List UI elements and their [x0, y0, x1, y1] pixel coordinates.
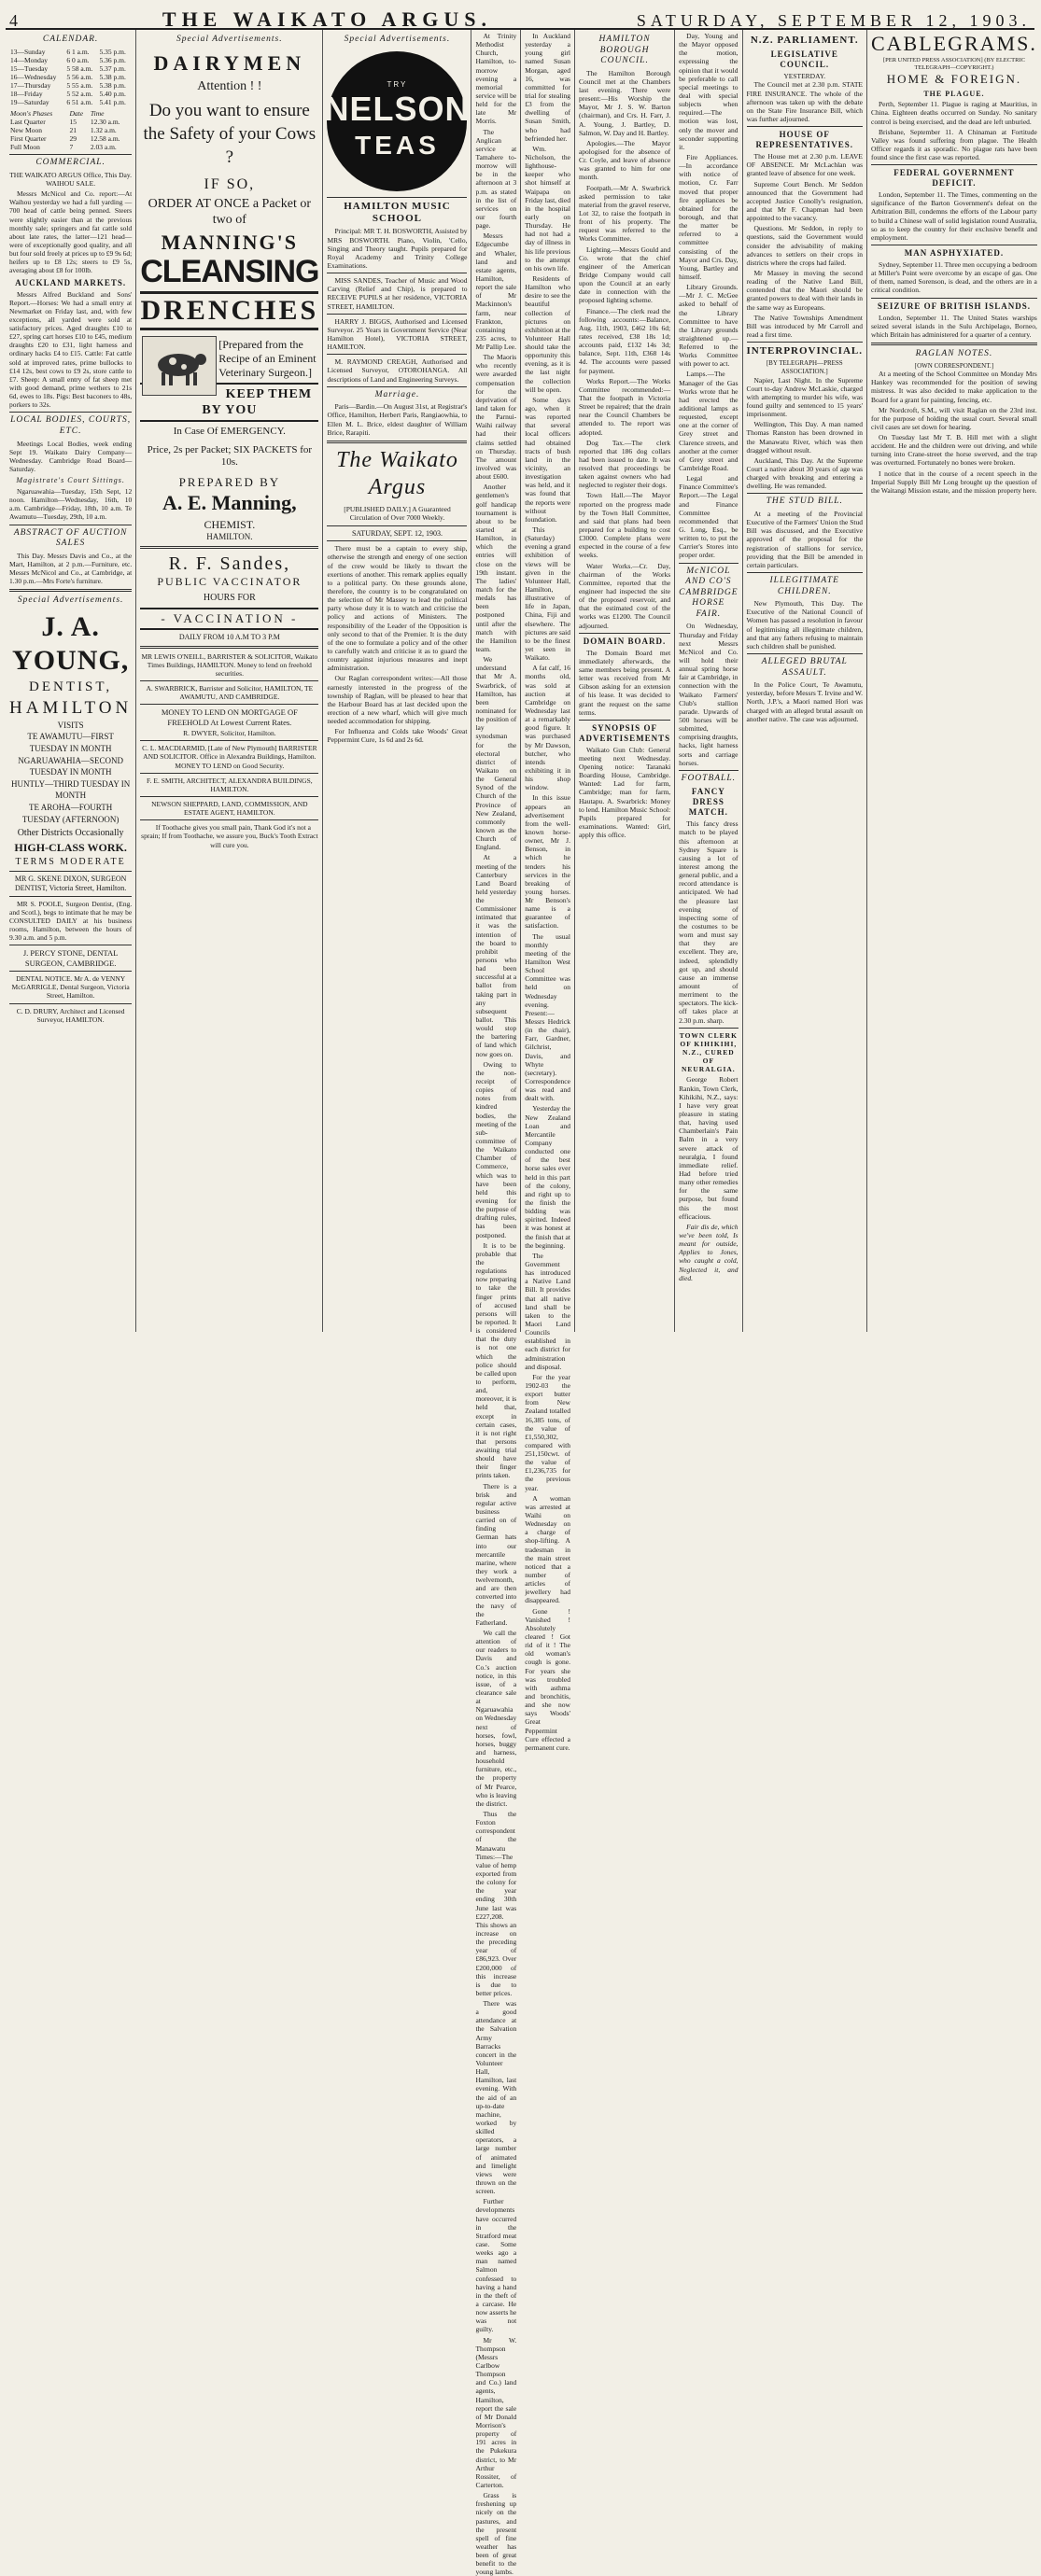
special-ads-heading: Special Advertisements.	[17, 595, 124, 606]
local-heading: LOCAL BODIES, COURTS, ETC.	[10, 415, 132, 437]
home-foreign-heading: HOME & FOREIGN.	[886, 71, 1022, 86]
prepared-from: [Prepared from the Recipe of an Eminent Veterinary Surgeon.]	[218, 338, 317, 379]
news-item: Mr W. Thompson (Messrs Carlbow Thompson and Co.) land agents, Hamilton, report the sale of Mr Donald Morrison's property of 191 acres in the Pukekura district, to Mr Arthur Rossiter, of Carterton.	[475, 2335, 517, 2489]
moon-cell: 21	[69, 125, 77, 134]
calendar-heading: CALENDAR.	[42, 35, 99, 44]
marriage-heading: Marriage.	[374, 389, 420, 399]
newspaper-title: THE WAIKATO ARGUS.	[162, 7, 493, 31]
masthead	[6, 6, 1034, 30]
council-heading: LEGISLATIVE COUNCIL.	[770, 49, 838, 70]
young-schedule-item: TE AWAMUTU—FIRST TUESDAY IN MONTH	[27, 732, 114, 754]
sandes-music-ad: MISS SANDES, Teacher of Music and Wood Carving (Relief and Chip), is prepared to RECEIVE PUPILS at her residence, VICTORIA STREET, HAMILTON.	[327, 276, 468, 311]
moon-header-cell: Moon's Phases	[10, 108, 53, 118]
moon-cell: Last Quarter	[10, 117, 46, 126]
news-item: There is a brisk and regular active business carried on of finding German hats into our mercantile marine, where they work a twelvemonth, and are then converted into the navy of the Fatherland.	[475, 1481, 517, 1627]
prepared-by: PREPARED BY	[178, 474, 281, 489]
news-item: Dog Tax.—The clerk reported that 186 dog collars had been issued to date. It was resolved that proceedings be taken against owners who had neglected to register their dogs.	[578, 438, 671, 490]
stud-bill-text: At a meeting of the Provincial Executive of the Farmers' Union the Stud Bill was discussed, and the Executive approved of the proposal for the registration of stallions for service, providing that the Bill be amended in certain particulars.	[746, 509, 863, 569]
local-text: Meetings Local Bodies, week ending Sept 19. Waikato Dairy Company—Wednesday. Cambridge Road Board—Saturday.	[9, 439, 133, 474]
special-ads-heading-3: Special Advertisements.	[344, 35, 451, 44]
news-item: The Anglican service at Tamahere to-morrow will be in the afternoon at 3 p.m. as stated in the list of services on our fourth page.	[475, 127, 517, 231]
news-item: The Native Townships Amendment Bill was introduced by Mr Carroll and read a first time.	[746, 313, 863, 339]
column-4	[471, 30, 521, 2576]
calendar-row	[9, 73, 132, 81]
news-item: Supreme Court Bench. Mr Seddon announced that the Government had accepted Justice Conolly's resignation, and that Mr F. Chapman had been appointed to the vacancy.	[746, 179, 863, 223]
macdiarmid-ad: C. L. MACDIARMID, [Late of New Plymouth] BARRISTER AND SOLICITOR. Office in Alexandra Buildings, Hamilton. MONEY TO LEND on Good Security.	[142, 744, 317, 770]
news-item: The usual monthly meeting of the Hamilton West School Committee was held on Wednesday evening. Present:—Messrs Hedrick (in the chair), Farr, Gardner, Gilchrist, Davis, and Whyte (secretary). Correspondence was read and dealt with.	[525, 931, 570, 1103]
calendar-cell: 5.36 p.m.	[99, 55, 126, 64]
borough-council-heading: HAMILTON BOROUGH COUNCIL.	[598, 35, 651, 66]
stone-ad: J. PERCY STONE, DENTAL SURGEON, CAMBRIDGE.	[22, 948, 119, 968]
commercial-text: Messrs McNicol and Co. report:—At Waihou yesterday we had a full yarding —700 head of cattle being penned. Steers were slightly easier than at the previous monthly sale; springers and fat cattle sold about late rates, the latter—121 head—were of exceptionally good quality, and all but four sold freely at prices up to £9 9s 6d; heifers up to £8 12s; steers to £9 5s, averaging about £8 for 100lb.	[9, 189, 133, 275]
argus-title: The Waikato Argus	[336, 447, 458, 500]
news-item: The Maoris who recently were awarded compensation for the deprivation of land taken for the Parnui-Waihi railway had their claims settled on Thursday. The amount involved was about £600.	[475, 353, 517, 482]
moon-table	[9, 109, 132, 152]
news-item: On Tuesday last Mr T. B. Hill met with a slight accident. He and the children were out driving, and while turning into Crane-street the horse swerved, and the trap was overturned. Fortunately no bones were broken.	[871, 433, 1037, 468]
if-so: IF SO,	[204, 175, 256, 192]
column-5	[521, 30, 575, 1752]
domain-board-text: The Domain Board met immediately afterwards, the same members being present. A letter was received from Mr Gibson asking for an extension of his lease. It was decided to grant the request on the same terms.	[578, 648, 671, 717]
argus-date: SATURDAY, SEPT. 12, 1903.	[351, 528, 443, 538]
horse-fair-text: On Wednesday, Thursday and Friday next Messrs McNicol and Co. will hold their annual spring horse fair at Cambridge, in connection with the Waikato Farmers' Club's stallion parade. Upwards of 500 horses will be submitted, comprising draughts, hacks, light harness sorts and carriage horses.	[679, 622, 739, 767]
news-item: Questions. Mr Seddon, in reply to questions, said the Government would consider the advisability of making advances to settlers on their crops in districts where the crops had failed.	[746, 224, 863, 267]
young-name: J. A. YOUNG,	[12, 610, 130, 677]
news-item: Messrs Edgecumbe and Whaler, land and estate agents, Hamilton, report the sale of Mr Mackinnon's farm, near Frankton, containing 235 acres, to Mr Pallip Lee.	[475, 231, 517, 352]
news-item: A woman was arrested at Waihi on Wednesday on a charge of shop-lifting. A tradesman in the main street noticed that a number of articles of jewellery had disappeared.	[525, 1493, 570, 1605]
news-item: The Government has introduced a Native Land Bill. It provides that all native land shall be taken to the Maori Land Councils established in each district for administration and disposal.	[525, 1251, 570, 1371]
moon-cell: 12.58 a.m.	[90, 133, 120, 143]
asphyxiated-heading: MAN ASPHYXIATED.	[904, 248, 1005, 259]
news-item: Grass is freshening up nicely on the pastures, and the present spell of fine weather has been of great benefit to the young lambs.	[475, 2491, 517, 2576]
news-item: We call the attention of our readers to Davis and Co.'s auction notice, in this issue, of a clearance sale at Ngaruawahia on Wednesday next of horses, fowl, horses, buggy and harness, household furniture, etc., the property of Mr Pearce, who is leaving the district.	[475, 1629, 517, 1808]
calendar-cell: 5.37 p.m.	[99, 63, 126, 73]
calendar-table	[9, 48, 132, 107]
young-schedule-item: HUNTLY—THIRD TUESDAY IN MONTH	[10, 778, 131, 801]
auckland-text: Messrs Alfred Buckland and Sons' Report.—Horses: We had a small entry at Newmarket on Friday last, and, with few exceptions, all yarded were sold at satisfactory prices. Aged draughts £10 to £27, spring cart horses £10 to £45, medium draughts £20 to £31, light harness and ordinary hacks £4 to £15. Cattle: Fat cattle sold at improved rates, prime bullocks to £14 12s, best cows to £9 2s, store cattle to £7. Sheep: A small entry of fat sheep met with good demand, prime wethers to 21s 6d, ewes to 18s. Pigs: Best baconers to 48s, porkers to 32s.	[9, 289, 133, 410]
in-case: In Case Of EMERGENCY.	[173, 426, 286, 438]
creagh-ad: M. RAYMOND CREAGH, Authorised and Licensed Surveyor, OTOROHANGA. All descriptions of Land and Engineering Surveys.	[327, 357, 468, 384]
news-item: Legal and Finance Committee's Report.—The Legal and Finance Committee recommended that G. Long, Esq., be written to, to put the Carrier's Stores into proper order.	[679, 474, 739, 560]
news-item: London, September 11. The United States warships seized several islands in the Sulu Archipelago, Borneo, which Britain has administered for a quarter of a century.	[871, 313, 1037, 339]
columns	[6, 30, 1037, 2576]
column-3	[323, 30, 471, 1332]
house-heading: HOUSE OF REPRESENTATIVES.	[755, 130, 853, 150]
calendar-cell: 13—Sunday	[10, 47, 46, 56]
calendar-row	[9, 98, 132, 106]
calendar-row	[9, 90, 132, 98]
domain-board-heading: DOMAIN BOARD.	[583, 636, 667, 646]
news-item: Thus the Foxton correspondent of the Manawatu Times:—The value of hemp exported from the colony for the year ending 30th June last was £227,208. This shows an increase on the preceding year of £86,923. Over £200,000 of this increase is due to better prices.	[475, 1809, 517, 1997]
young-other: Other Districts Occasionally	[17, 828, 124, 839]
cleansing-label: CLEANSING	[140, 254, 319, 290]
calendar-cell: 16—Wednesday	[10, 73, 57, 81]
assault-heading: ALLEGED BRUTAL ASSAULT.	[761, 656, 848, 678]
cow-question: Do you want to ensure the Safety of your Cows ?	[143, 101, 317, 167]
news-item: At a meeting of the School Committee on Monday Mrs Hankey was recommended for the position of sewing mistress. It was also decided to make application to the Board for a grant for painting, fencing, etc.	[871, 370, 1037, 404]
auckland-heading: AUCKLAND MARKETS.	[15, 277, 127, 287]
issue-date: SATURDAY, SEPTEMBER 12, 1903.	[636, 11, 1031, 30]
dwyer-ad: R. DWYER, Solicitor, Hamilton.	[183, 729, 276, 738]
special-ads-heading-2: Special Advertisements.	[176, 35, 283, 44]
tea-brand: NELSON	[324, 90, 471, 129]
vaccination-label: - VACCINATION -	[140, 608, 318, 630]
poole-ad: MR S. POOLE, Surgeon Dentist, (Eng. and Scotl.), begs to intimate that he may be CONSULTED DAILY at his business rooms, Hamilton, between the hours of 9.30 a.m. and 5 p.m.	[9, 899, 133, 943]
news-item: We understand that Mr A. Swarbrick, of Hamilton, has been nominated for the position of lay synodsman for the electoral district of Waikato on the General Synod of the Church of the Province of New Zealand, commonly known as the Church of England.	[475, 655, 517, 852]
argus-sub: [PUBLISHED DAILY.] A Guaranteed Circulation of Over 7000 Weekly.	[344, 505, 451, 523]
swarbrick-ad: A. SWARBRICK, Barrister and Solicitor, HAMILTON, TE AWAMUTU, AND CAMBRIDGE.	[146, 684, 314, 702]
news-item: I notice that in the course of a recent speech in the Imperial Supply Bill Mr Long brought up the question of the Waitangi Mission estate, and the mission property here.	[871, 469, 1037, 495]
young-schedule-item: TE AROHA—FOURTH TUESDAY (AFTERNOON)	[21, 802, 120, 824]
calendar-row	[9, 48, 132, 56]
news-item: It is to be probable that the regulations now preparing to take the finger prints of accused persons will be reported. It is considered that the duty is not one which the police should be called upon to perform, and, moreover, it is held that, except in certain cases, it is not right that persons awaiting trial should have their finger prints taken.	[475, 1240, 517, 1480]
hours-for: HOURS FOR	[203, 592, 256, 603]
raglan-sub: [OWN CORRESPONDENT.]	[914, 361, 994, 370]
raglan-heading: RAGLAN NOTES.	[915, 348, 993, 358]
news-item: Gone ! Vanished ! Absolutely cleared ! Got rid of it ! The old woman's cough is gone. For years she was troubled with asthma and bronchitis, and she now says Woods' Great Peppermint Cure effected a permanent cure.	[525, 1606, 570, 1752]
moon-row	[9, 143, 132, 151]
moon-cell: 15	[69, 117, 77, 126]
calendar-cell: 14—Monday	[10, 55, 48, 64]
moon-cell: 2.03 a.m.	[90, 143, 117, 152]
marriage-text: Paris—Bardin.—On August 31st, at Registrar's Office, Hamilton, Herbert Paris, Rangiaowhia, to Ellen M. L. Brice, eldest daughter of William Brice, Rarapiti.	[327, 402, 468, 437]
plague-heading: THE PLAGUE.	[923, 89, 985, 98]
calendar-cell: 5 52 a.m.	[66, 90, 93, 99]
calendar-row	[9, 56, 132, 64]
news-item: Mr Nordcroft, S.M., will visit Raglan on the 23rd inst. for the purpose of holding the usual court. Several small civil cases are set down for hearing.	[871, 405, 1037, 431]
attention-text: Attention ! !	[197, 79, 262, 94]
news-item: Auckland, This Day. At the Supreme Court a native about 30 years of age was charged with breaking and entering a dwelling. He was remanded.	[746, 455, 863, 491]
commercial-heading: COMMERCIAL.	[35, 158, 106, 168]
young-work: HIGH-CLASS WORK.	[14, 841, 127, 855]
cablegrams-sub: [PER UNITED PRESS ASSOCIATION] (BY ELECTRIC TELEGRAPH—COPYRIGHT.)	[882, 56, 1025, 71]
leader-text-2: Our Raglan correspondent writes:—All those earnestly interested in the progress of the township of Raglan, will be pleased to hear that the Harbour Board has at last decided upon the erection of a new wharf, which will give much needed accommodation for shipping.	[327, 674, 468, 726]
horse-fair-heading: McNICOL AND CO'S CAMBRIDGE HORSE FAIR.	[679, 566, 739, 619]
moon-row	[9, 118, 132, 126]
verse-text: Fair dis de, which we've been told, Is meant for outside, Applies to Jones, who caught a cold, Neglected it, and died.	[679, 1222, 739, 1282]
magistrate-heading: Magistrate's Court Sittings.	[16, 476, 125, 485]
town-clerk-heading: TOWN CLERK OF KIHIKIHI, N.Z., CURED OF NEURALGIA.	[679, 1030, 738, 1074]
sheppard-ad: NEWSON SHEPPARD, LAND, COMMISSION, AND ESTATE AGENT, HAMILTON.	[151, 799, 308, 818]
news-item: Sydney, September 11. Three men occupying a bedroom at Miller's Point were overcome by an escape of gas. One of them, named Sorenson, is dead, and the others are in a critical condition.	[871, 260, 1037, 295]
news-item: Lighting.—Messrs Gould and Co. wrote that the chief engineer of the American Bridge Company would call upon the Council at an early date in connection with the proposed lighting scheme.	[578, 245, 671, 305]
calendar-cell: 5.40 p.m.	[99, 90, 126, 99]
interprovincial-sub: [BY TELEGRAPH—PRESS ASSOCIATION.]	[766, 359, 843, 376]
dairymen-heading: DAIRYMEN	[153, 50, 306, 75]
moon-cell: 1.32 a.m.	[90, 125, 117, 134]
news-item: This (Saturday) evening a grand exhibition of views will be given in the Volunteer Hall, Hamilton, illustrative of life in Japan, China, Fiji and elsewhere. The pictures are said to be the finest yet seen in Waikato.	[525, 525, 570, 663]
calendar-cell: 19—Saturday	[10, 98, 49, 107]
news-item: Works Report.—The Works Committee recommended:—That the footpath in Victoria Street be repaired; that the drain near the Council Chambers be attended to. The report was adopted.	[578, 376, 671, 437]
price-text: Price, 2s per Packet; SIX PACKETS for 10s.	[147, 443, 313, 469]
young-visits: VISITS	[57, 721, 84, 731]
cow-illustration	[142, 336, 217, 396]
commercial-dateline: THE WAIKATO ARGUS Office, This Day. WAIHOU SALE.	[9, 170, 133, 188]
young-dentist-ad	[9, 610, 132, 868]
tea-try: TRY	[387, 79, 408, 89]
news-lead: In Auckland yesterday a young girl named Susan Morgan, aged 16, was committed for trial for stealing £3 from the dwelling of Susan Smith, who had befriended her.	[525, 32, 570, 143]
drenches-label: DRENCHES	[140, 291, 318, 331]
smith-ad: F. E. SMITH, ARCHITECT, ALEXANDRA BUILDINGS, HAMILTON.	[147, 776, 313, 793]
moon-row	[9, 126, 132, 134]
news-item: At a meeting of the Canterbury Land Board held yesterday the Commissioner intimated that it was the intention of the board to prohibit persons who had been successful at a ballot from taking part in any subsequent ballot. This would stop the bartering of land which now goes on.	[475, 853, 517, 1058]
calendar-cell: 5.35 p.m.	[99, 47, 126, 56]
column-8	[743, 30, 868, 1332]
money-ad: MONEY TO LEND ON MORTGAGE OF FREEHOLD At Lowest Current Rates.	[161, 707, 298, 727]
news-item: Town Hall.—The Mayor reported on the progress made by the Town Hall Committee, and said that plans had been prepared for a building to cost £3000. Complete plans were expected in the course of a few weeks.	[578, 491, 671, 560]
federal-heading: FEDERAL GOVERNMENT DEFICIT.	[893, 168, 1015, 189]
news-item: Lamps.—The Manager of the Gas Works wrote that he had erected the additional lamps as requested, except one at the corner of Grey street and Clarence streets, and another at the corner of Grey street and Cambridge Road.	[679, 370, 739, 473]
calendar-cell: 6 51 a.m.	[66, 98, 93, 107]
football-text: This fancy dress match to be played this afternoon at Sydney Square is causing a lot of interest among the general public, and a record attendance is anticipated. We had the pleasure last evening of inspecting some of the costumes to be worn and must say that they are excellent. They are, indeed, splendidly got up, and should cause an immense amount of merriment to the spectators. The kick-off takes place at 2.30 p.m. sharp.	[679, 819, 739, 1025]
moon-header-cell: Date	[69, 108, 84, 118]
calendar-cell: 5.41 p.m.	[99, 98, 126, 107]
young-schedule-item: NGARUAWAHIA—SECOND TUESDAY IN MONTH	[18, 755, 123, 777]
column-6	[575, 30, 675, 1332]
news-item: For the year 1902-03 the export butter from New Zealand totalled 16,385 tons, of the value of £1,550,302, compared with 251,150cwt. of the value of £1,236,735 for the previous year.	[525, 1372, 570, 1492]
calendar-cell: 5.38 p.m.	[99, 73, 126, 81]
news-item: Napier, Last Night. In the Supreme Court to-day Andrew McLaskie, charged with attempting to murder his wife, was found guilty and sentenced to 15 years' imprisonment.	[746, 375, 863, 419]
calendar-cell: 5 55 a.m.	[66, 81, 93, 91]
interprovincial-heading: INTERPROVINCIAL.	[746, 345, 863, 357]
magistrate-text: Ngaruawahia—Tuesday, 15th Sept, 12 noon. Hamilton—Wednesday, 16th, 10 a.m. Cambridge—Friday, 18th, 10 a.m. Te Awamutu—Tuesday, 29th, 10 a.m.	[9, 486, 133, 522]
moon-cell: 29	[69, 133, 77, 143]
news-item: The Hamilton Borough Council met at the Chambers last evening. There were present:—His Worship the Mayor, Mr J. S. W. Barton (chairman), and Crs. H. Farr, J. A. Young, J. Bartley, D. Salmon, W. Day and H. Bartley.	[578, 68, 671, 137]
music-school-text: Principal: MR T. H. BOSWORTH, Assisted by MRS BOSWORTH. Piano, Violin, 'Cello, Singing and Theory taught. Pupils prepared for Royal Academy and Trinity College Examinations.	[327, 227, 468, 270]
order-text: ORDER AT ONCE a Packet or two of	[148, 197, 312, 228]
oneill-ad: MR LEWIS O'NEILL, BARRISTER & SOLICITOR, Waikato Times Buildings, HAMILTON. Money to lend on freehold securities.	[141, 651, 318, 678]
moon-cell: 7	[69, 143, 74, 152]
young-title: DENTIST,	[29, 679, 113, 694]
news-item: The House met at 2.30 p.m. LEAVE OF ABSENCE. Mr McLachlan was granted leave of absence for one week.	[746, 152, 863, 178]
dental-notice-ad: DENTAL NOTICE. Mr A. de VENNY McGARRIGLE, Dental Surgeon, Victoria Street, Hamilton.	[11, 974, 130, 1001]
cold-ad: For Influenza and Colds take Woods' Great Peppermint Cure, 1s 6d and 2s 6d.	[327, 727, 468, 745]
news-item: In this issue appears an advertisement from the well-known horse-owner, Mr J. Benson, in which he tenders his services in the breaking of young horses. Mr Benson's name is a guarantee of satisfaction.	[525, 793, 570, 931]
column-2	[136, 30, 323, 1332]
news-item: Further developments have occurred in the Stratford meat case. Some weeks ago a man named Salmon confessed to having a hand in the theft of a carcase. He now asserts he was not guilty.	[475, 2197, 517, 2334]
vaccination-hours: DAILY FROM 10 A.M TO 3 P.M	[178, 632, 280, 641]
news-item: Apologies.—The Mayor apologised for the absence of Cr. Coyle, and leave of absence was granted to him for one month.	[578, 138, 671, 182]
moon-cell: 12.30 a.m.	[90, 117, 120, 126]
news-item: Wellington, This Day. A man named Thomas Ranston has been drowned in the Manawatu River, which was then dragged without result.	[746, 420, 863, 455]
moon-cell: Full Moon	[10, 143, 40, 152]
synopsis-heading: SYNOPSIS OF ADVERTISEMENTS	[578, 722, 671, 743]
calendar-cell: 18—Friday	[10, 90, 43, 99]
news-item: A fat calf, 16 months old, was sold at auction at Cambridge on Wednesday last at a remarkably good figure. It was purchased by Mr Dawson, butcher, who intends exhibiting it in his shop window.	[525, 664, 570, 792]
young-terms: TERMS MODERATE	[15, 856, 126, 867]
calendar-cell: 17—Thursday	[10, 81, 51, 91]
news-item: Fire Appliances.—In accordance with notice of motion, Cr. Farr moved that proper fire appliances be obtained for the borough, and that the matter be referred to a committee consisting of the Mayor and Crs. Day, Young, Bartley and himself.	[679, 152, 739, 281]
news-item: Brisbane, September 11. A Chinaman at Fortitude Valley was found suffering from plague. The Health Officer regards it as sporadic. No plague rats have been found since the first case was reported.	[871, 127, 1037, 162]
news-item: The Council met at 2.30 p.m. STATE FIRE INSURANCE. The whole of the afternoon was taken up with the debate on the State Fire Insurance Bill, which was further adjourned.	[746, 80, 863, 124]
mannings-label: MANNING'S	[161, 231, 299, 255]
news-item: London, September 11. The Times, commenting on the significance of the Barton Government's defeat on the Arbitration Bill, condemns the efforts of the Labour party to build a Chinese wall of solid legislation round Australia, so as to keep the country for their exclusive benefit and employment.	[871, 190, 1037, 242]
calendar-row	[9, 64, 132, 73]
public-vaccinator: PUBLIC VACCINATOR	[157, 575, 302, 589]
assault-text: In the Police Court, Te Awamutu, yesterday, before Messrs T. Irvine and W. North, J.P.'s, a Maori named Hori was charged with an alleged brutal assault on another native. The case was adjourned.	[746, 680, 863, 723]
news-item: Finance.—The clerk read the following accounts:—Balance, Aug. 11th, 1903, £462 10s 6d; rates received, £38 18s 1d; accounts paid, £132 14s 3d; balance, Sept. 11th, £368 14s 4d. The accounts were passed for payment.	[578, 306, 671, 375]
leader-text: There must be a captain to every ship, otherwise the strength and energy of one section of the crew would be likely to thwart the exertions of another. This remark applies equally to a political party. On these grounds alone, therefore, the country is to be congratulated on the selection of Mr Massey to lead the political party whose duty it is to watch and criticise the policy and actions of Ministers. The responsibility of the Leader of the Opposition is only second to that of the Premier. It is the duty of the one to formulate a policy and of the other to carefully watch and criticise it as to guard the country against injurious measures and inept administration.	[327, 544, 468, 673]
music-school-heading: HAMILTON MUSIC SCHOOL	[344, 200, 451, 224]
calendar-cell: 6 1 a.m.	[66, 47, 90, 56]
toothache-ad: If Toothache gives you small pain, Thank God it's not a sprain; If from Toothache, we assure you, Buck's Tooth Extract will cure you.	[141, 823, 318, 849]
news-item: Residents of Hamilton who desire to see the beautiful collection of pictures on exhibition at the Volunteer Hall should take the opportunity this evening, as it is the last night the collection will be open.	[525, 273, 570, 394]
keep-them-by-you: KEEP THEM BY YOU	[140, 383, 318, 422]
illegitimate-text: New Plymouth, This Day. The Executive of the National Council of Women has passed a resolution in favour of legitimising all illegitimate children, and that any fathers refusing to maintain such children shall be punished.	[746, 599, 863, 651]
hamilton-label: HAMILTON.	[206, 531, 253, 541]
drury-ad: C. D. DRURY, Architect and Licensed Surveyor, HAMILTON.	[16, 1006, 125, 1024]
news-item: Footpath.—Mr A. Swarbrick asked permission to take material from the gravel reserve, Lot 32, to raise the footpath in front of his property. The request was referred to the Works Committee.	[578, 183, 671, 244]
news-item: Yesterday the New Zealand Loan and Mercantile Company conducted one of the best horse sales ever held in this part of the colony, and right up to the finish the bidding was spirited. Indeed it was honest at the finish that at the beginning.	[525, 1104, 570, 1250]
moon-cell: First Quarter	[10, 133, 47, 143]
town-clerk-text: George Robert Rankin, Town Clerk, Kihikihi, N.Z., says: I have very great pleasure in stating that, having used Chamberlain's Pain Balm in a very severe attack of neuralgia, I found immediate relief. Had before tried many other remedies for the same purpose, but found this the most efficacious.	[679, 1075, 739, 1221]
sandes-name: R. F. Sandes,	[168, 553, 291, 574]
moon-cell: New Moon	[10, 125, 42, 134]
news-item: Wm. Nicholson, the lighthouse-keeper who shot himself at Waipapa on Friday last, died in the hospital early on Thursday. He had not had a day of illness in his life previous to the attempt on his own life.	[525, 144, 570, 273]
yesterday-label: YESTERDAY.	[783, 72, 826, 81]
dixon-ad: MR G. SKENE DIXON, SURGEON DENTIST, Victoria Street, Hamilton.	[14, 875, 127, 892]
calendar-row	[9, 81, 132, 90]
moon-header-cell: Time	[90, 108, 105, 118]
football-heading: FOOTBALL.	[681, 773, 736, 783]
synopsis-text: Waikato Gun Club: General meeting next Wednesday. Opening notice: Taranaki Boarding House, Cambridge. Wanted: Lad for farm, Cambridge; man for farm, Hautapu. A. Swarbrick: Money to lend. Hamilton Music School: Pupils prepared for examinations. Wanted: Girl, apply this office.	[578, 745, 671, 840]
calendar-cell: 5.38 p.m.	[99, 81, 126, 91]
nelson-teas-logo	[324, 51, 471, 191]
calendar-cell: 5 58 a.m.	[66, 63, 93, 73]
moon-row	[9, 134, 132, 143]
news-item: There was a good attendance at the Salvation Army Barracks concert in the Volunteer Hall, Hamilton, last evening. With the aid of an up-to-date machine, worked by skilled operators, a large number of animated and limelight views were thrown on the screen.	[475, 1999, 517, 2196]
chemist-label: CHEMIST.	[204, 518, 256, 532]
news-item: Another gentlemen's golf handicap tournament is about to be started at Hamilton, in which the entries will close on the 19th instant. The ladies' match for the medals has been postponed until after the match with the Hamilton team.	[475, 483, 517, 653]
parliament-heading: N.Z. PARLIAMENT.	[750, 35, 859, 46]
news-item: Owing to the non-receipt of copies of notes from kindred bodies, the meeting of the sub-committee of the Waikato Chamber of Commerce, which was to have been held this evening for the purpose of drafting rules, has been postponed.	[475, 1059, 517, 1239]
tea-teas: TEAS	[355, 131, 440, 161]
column-1	[6, 30, 136, 1332]
news-lead: At Trinity Methodist Church, Hamilton, to-morrow evening a memorial service will be held for the late Mr Morris.	[475, 32, 517, 126]
news-item: Library Grounds.—Mr J. C. McGee asked to behalf of the Library Committee to have the Library grounds straightened up.—Referred to the Works Committee with power to act.	[679, 283, 739, 369]
calendar-cell: 15—Tuesday	[10, 63, 49, 73]
biggs-ad: HARRY J. BIGGS, Authorised and Licensed Surveyor. 25 Years in Government Service (Near Hamilton Hotel), VICTORIA STREET, HAMILTON.	[327, 316, 468, 352]
cablegrams-heading: CABLEGRAMS.	[871, 32, 1037, 55]
illegitimate-heading: ILLEGITIMATE CHILDREN.	[769, 575, 839, 596]
news-item: Some days ago, when it was reported that several local officers had obtained tracts of bush land in the vicinity, an investigation was held, and it was found that the reports were without foundation.	[525, 395, 570, 524]
auction-text: This Day. Messrs Davis and Co., at the Mart, Hamilton, at 2 p.m.—Furniture, etc. Messrs McNicol and Co., at Cambridge, at 1.30 p.m.—Mrs Forte's furniture.	[9, 551, 133, 586]
column-9	[867, 30, 1041, 1332]
football-sub: FANCY DRESS MATCH.	[688, 787, 728, 818]
stud-bill-heading: THE STUD BILL.	[766, 497, 843, 507]
young-town: HAMILTON	[9, 698, 133, 719]
news-item: Mr Massey in moving the second reading of the Native Land Bill, contended that the Maori should be granted powers to deal with their lands in the same way as Europeans.	[746, 268, 863, 312]
column-7	[675, 30, 742, 1332]
news-item: Water Works.—Cr. Day, chairman of the Works Committee, reported that the engineer had inspected the site of the proposed reservoir, and that the estimated cost of the works was £1200. The Council adjourned.	[578, 561, 671, 630]
seizure-heading: SEIZURE OF BRITISH ISLANDS.	[877, 301, 1032, 311]
young-schedule	[9, 731, 132, 825]
calendar-cell: 5 56 a.m.	[66, 73, 93, 81]
page-number: 4	[9, 11, 18, 30]
auction-heading: ABSTRACT OF AUCTION SALES	[13, 527, 128, 549]
manning-name: A. E. Manning,	[162, 491, 297, 515]
news-item: Perth, September 11. Plague is raging at Mauritius, in China. Eighteen deaths occurred on Sunday. No sanitary control is being exercised, and the dead are left unburied.	[871, 100, 1037, 126]
calendar-cell: 6 0 a.m.	[66, 55, 90, 64]
news-lead: Day, Young and the Mayor opposed the motion, expressing the opinion that it would be preferable to call special meetings to deal with special subjects when required.—The motion was lost, only the mover and seconder supporting it.	[679, 32, 739, 151]
